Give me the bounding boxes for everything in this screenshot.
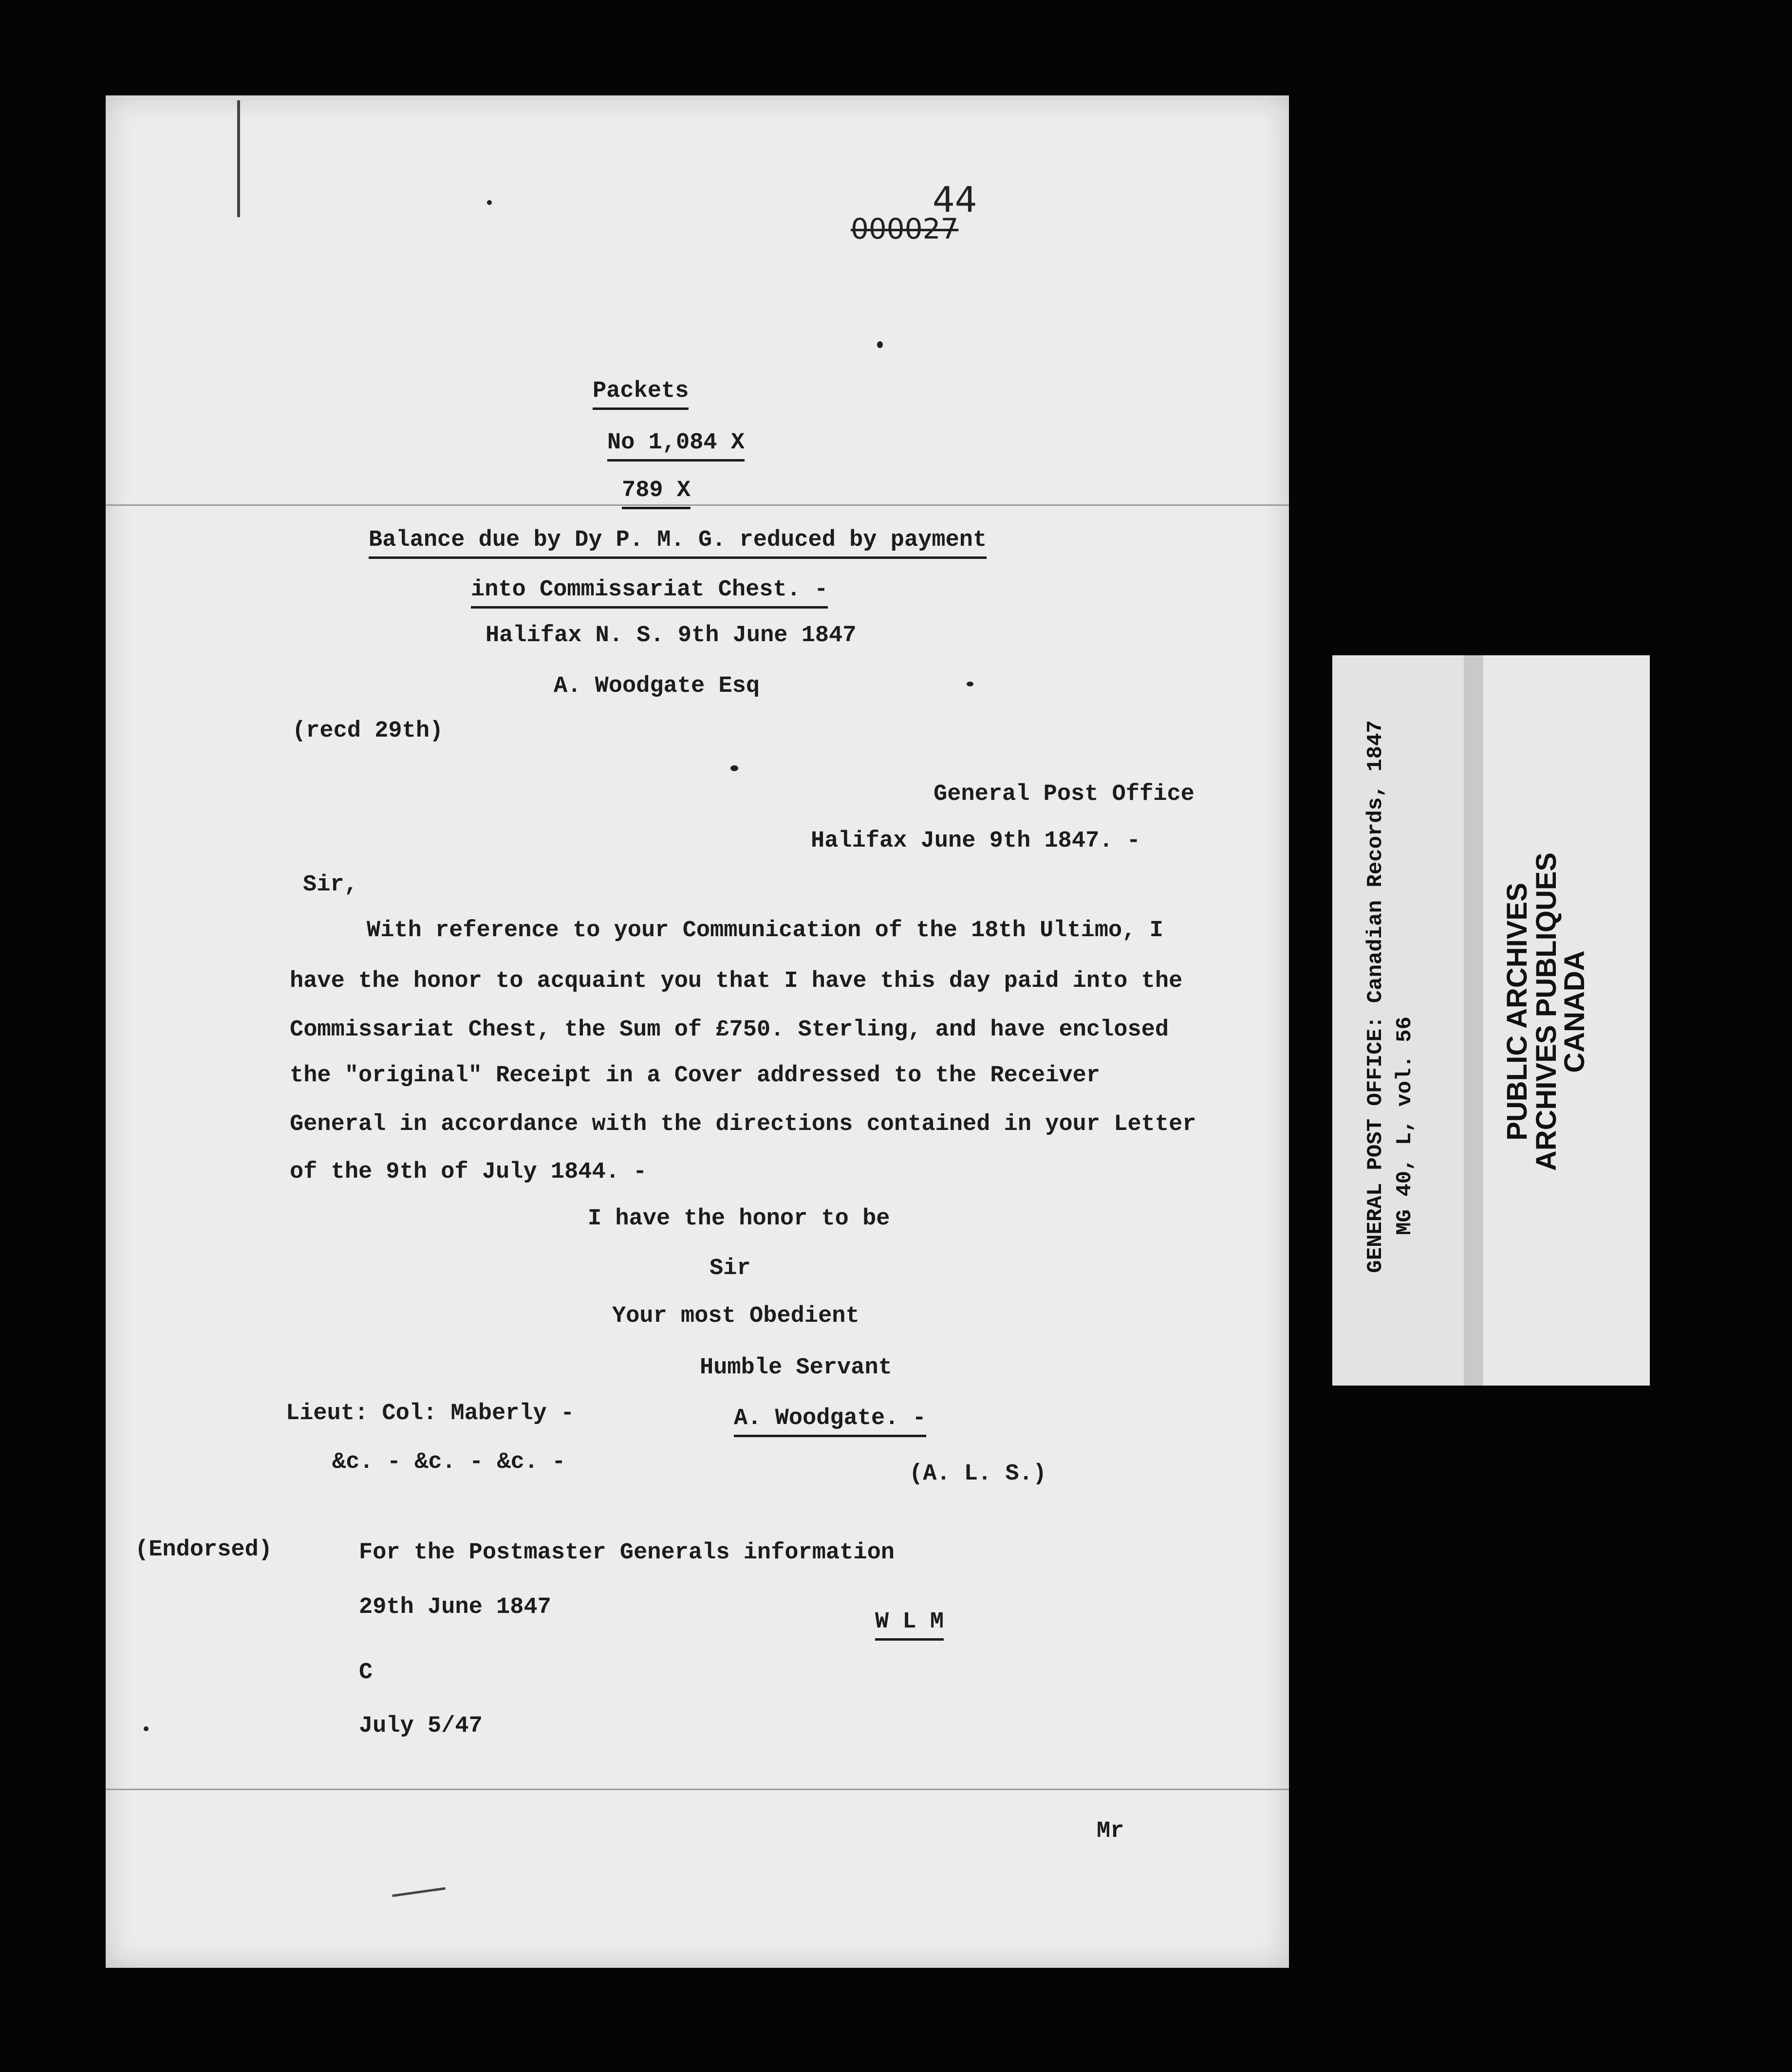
body-line: have the honor to acquaint you that I have this day paid into the <box>290 968 1183 994</box>
signature: A. Woodgate. - <box>734 1407 926 1437</box>
handwritten-page-number: 44 <box>933 179 977 220</box>
endorsement-line-1: For the Postmaster Generals information <box>359 1540 895 1566</box>
document-page <box>106 95 1289 1968</box>
body-line: the "original" Receipt in a Cover addressed to the Receiver <box>290 1063 1101 1089</box>
closing-line-2: Sir <box>709 1256 751 1281</box>
packet-sub-number: 789 X <box>622 479 691 509</box>
closing-line-3: Your most Obedient <box>612 1303 859 1329</box>
body-line: Commissariat Chest, the Sum of £750. Sterling, and have enclosed <box>290 1017 1169 1043</box>
subject-line-1: Balance due by Dy P. M. G. reduced by payment <box>369 529 987 559</box>
archive-label <box>1332 655 1650 1386</box>
archive-stamp <box>1483 655 1650 1386</box>
body-line: With reference to your Communication of the 18th Ultimo, I <box>367 918 1163 944</box>
packet-number: No 1,084 X <box>607 431 745 462</box>
addressee-etc-line: &c. - &c. - &c. - <box>332 1449 566 1475</box>
endorsement-line-2: 29th June 1847 <box>359 1594 551 1620</box>
addressee-line: Lieut: Col: Maberly - <box>286 1401 575 1426</box>
struck-page-number: 000027 <box>851 212 959 245</box>
ink-speck <box>144 1726 149 1731</box>
letter-date: Halifax June 9th 1847. - <box>811 828 1140 854</box>
footer-mr: Mr <box>1097 1818 1124 1844</box>
closing-line-4: Humble Servant <box>700 1355 892 1381</box>
endorsement-date: July 5/47 <box>359 1713 483 1739</box>
received-note: (recd 29th) <box>292 718 444 744</box>
ink-speck <box>877 341 883 348</box>
stamp-line-2: ARCHIVES PUBLIQUES <box>1531 852 1562 1171</box>
endorsed-label: (Endorsed) <box>135 1537 273 1563</box>
stamp-line-1: PUBLIC ARCHIVES <box>1501 883 1533 1141</box>
ink-speck <box>730 765 738 771</box>
closing-line-1: I have the honor to be <box>588 1206 890 1232</box>
packets-heading: Packets <box>593 380 689 410</box>
als-note: (A. L. S.) <box>909 1461 1047 1487</box>
body-line: of the 9th of July 1844. - <box>290 1159 647 1185</box>
stamp-line-3: CANADA <box>1559 950 1590 1073</box>
office-line: General Post Office <box>933 781 1195 807</box>
fold-line-top <box>106 504 1289 506</box>
fold-line-bottom <box>106 1789 1289 1790</box>
page-crease-mark <box>237 100 240 217</box>
author-line: A. Woodgate Esq <box>554 673 760 699</box>
record-line-1: GENERAL POST OFFICE: Canadian Records, 1847 <box>1363 720 1388 1273</box>
endorsement-initials: W L M <box>875 1610 944 1641</box>
ink-stroke <box>392 1887 446 1897</box>
endorsement-mark: C <box>359 1660 373 1685</box>
place-date-line: Halifax N. S. 9th June 1847 <box>485 623 857 648</box>
salutation: Sir, <box>303 872 358 898</box>
body-line: General in accordance with the directions contained in your Letter <box>290 1111 1196 1137</box>
ink-speck <box>967 682 973 686</box>
subject-line-2: into Commissariat Chest. - <box>471 578 828 609</box>
ink-speck <box>487 200 492 205</box>
record-line-2: MG 40, L, vol. 56 <box>1393 1017 1417 1235</box>
archive-record-label <box>1332 655 1464 1386</box>
